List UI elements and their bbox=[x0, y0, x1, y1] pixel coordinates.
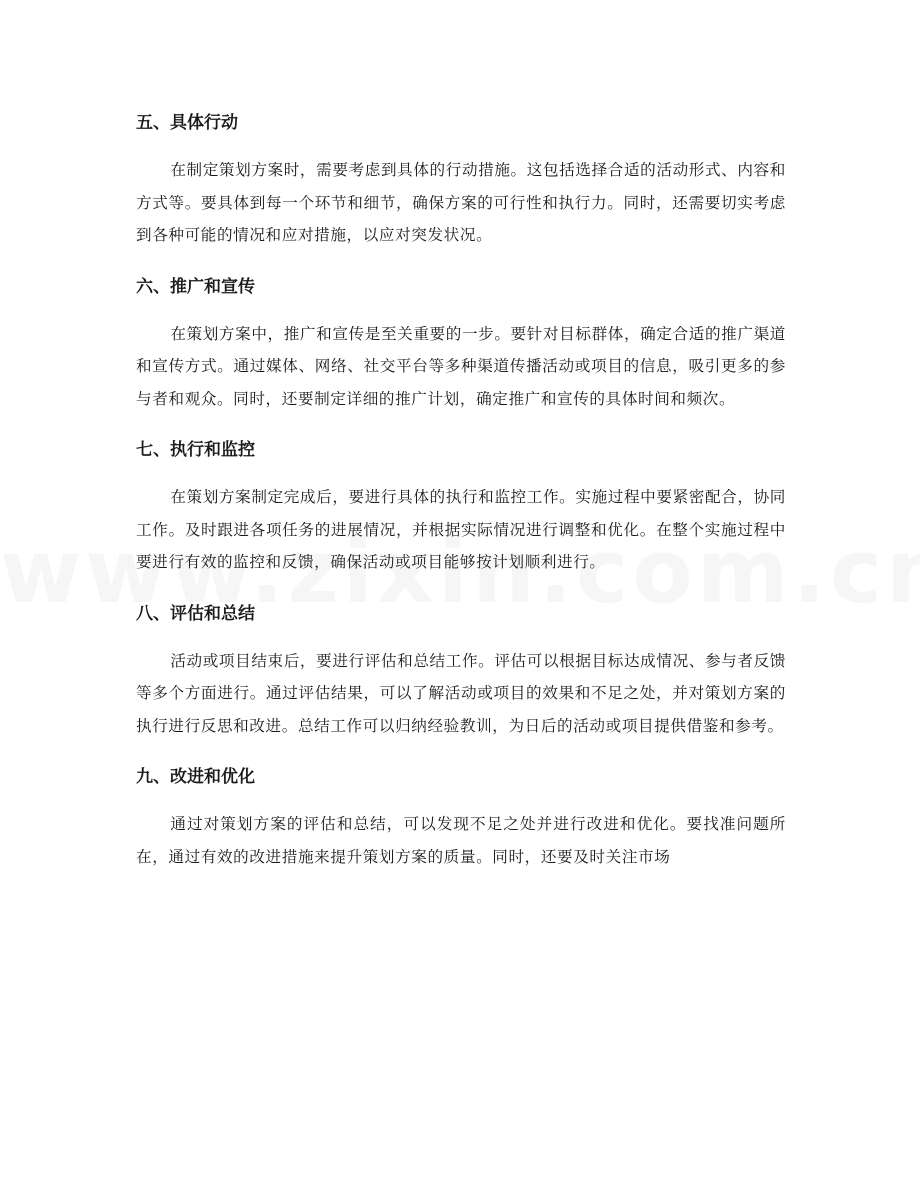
section-heading: 七、执行和监控 bbox=[136, 440, 255, 460]
section-evaluation-summary bbox=[136, 596, 786, 743]
document-body bbox=[136, 105, 786, 888]
section-heading: 八、评估和总结 bbox=[136, 603, 255, 624]
section-execution-monitoring bbox=[136, 432, 786, 579]
section-paragraph: 通过对策划方案的评估和总结，可以发现不足之处并进行改进和优化。要找准问题所在，通过有效的改进措施来提升策划方案的质量。同时，还要及时关注市场 bbox=[136, 815, 786, 866]
section-heading: 六、推广和宣传 bbox=[136, 276, 255, 297]
section-promotion bbox=[136, 269, 786, 416]
section-paragraph: 在制定策划方案时，需要考虑到具体的行动措施。这包括选择合适的活动形式、内容和方式等。要具体到每一个环节和细节，确保方案的可行性和执行力。同时，还需要切实考虑到各种可能的情况和应对措施，以应对突发状况。 bbox=[136, 161, 786, 244]
section-paragraph: 活动或项目结束后，要进行评估和总结工作。评估可以根据目标达成情况、参与者反馈等多个方面进行。通过评估结果，可以了解活动或项目的效果和不足之处，并对策划方案的执行进行反思和改进。总结工作可以归纳经验教训，为日后的活动或项目提供借鉴和参考。 bbox=[136, 651, 786, 735]
section-specific-actions bbox=[136, 105, 786, 252]
section-heading: 九、改进和优化 bbox=[136, 767, 255, 787]
section-heading: 五、具体行动 bbox=[136, 113, 238, 133]
section-paragraph: 在策划方案中，推广和宣传是至关重要的一步。要针对目标群体，确定合适的推广渠道和宣传方式。通过媒体、网络、社交平台等多种渠道传播活动或项目的信息，吸引更多的参与者和观众。同时，还要制定详细的推广计划，确定推广和宣传的具体时间和频次。 bbox=[136, 324, 786, 408]
section-improvement bbox=[136, 759, 786, 873]
section-paragraph: 在策划方案制定完成后，要进行具体的执行和监控工作。实施过程中要紧密配合，协同工作。及时跟进各项任务的进展情况，并根据实际情况进行调整和优化。在整个实施过程中要进行有效的监控和反馈，确保活动或项目能够按计划顺利进行。 bbox=[136, 488, 786, 571]
